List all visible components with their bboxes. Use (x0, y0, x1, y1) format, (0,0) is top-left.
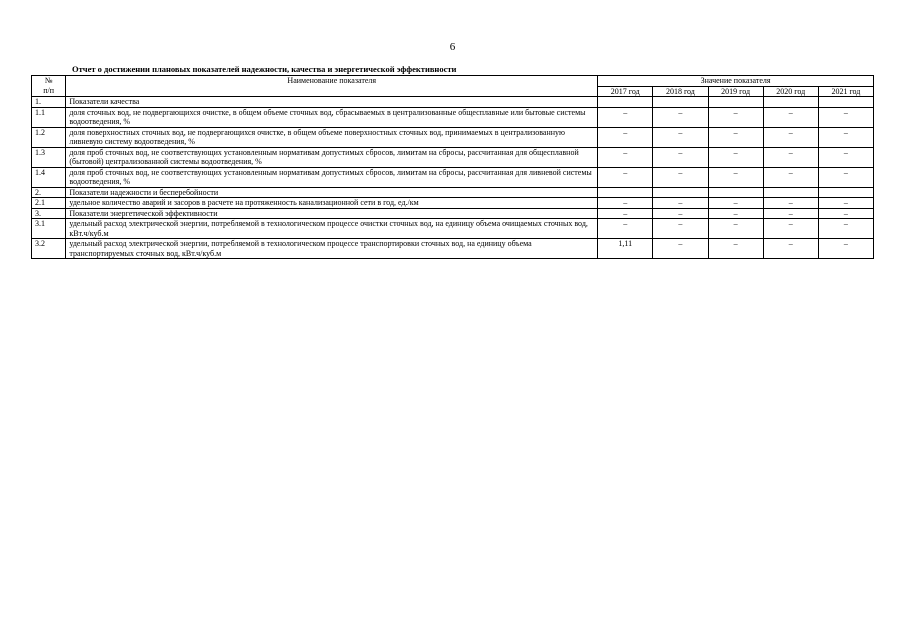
row-number: 3. (32, 208, 66, 219)
indicator-name: удельный расход электрической энергии, потребляемой в технологическом процессе очистки сточных вод, на единицу объема очищаемых сточных вод, кВт.ч/куб.м (66, 219, 598, 239)
header-number-line2: п/п (43, 85, 55, 95)
indicator-value: – (708, 127, 763, 147)
table-row (32, 147, 874, 167)
indicator-value: – (818, 208, 873, 219)
indicator-value: – (708, 219, 763, 239)
header-value-group: Значение показателя (598, 76, 874, 87)
indicator-value (763, 187, 818, 198)
indicator-value: – (598, 127, 653, 147)
indicator-value: – (653, 167, 708, 187)
indicator-value: – (763, 239, 818, 259)
indicator-value: 1,11 (598, 239, 653, 259)
indicator-name: доля сточных вод, не подвергающихся очистке, в общем объеме сточных вод, сбрасываемых в централизованные общесплавные или бытовые системы водоотведения, % (66, 107, 598, 127)
table-row (32, 97, 874, 108)
indicator-value: – (708, 208, 763, 219)
header-number (32, 76, 66, 97)
row-number: 1.3 (32, 147, 66, 167)
indicator-value: – (818, 219, 873, 239)
header-year: 2018 год (653, 86, 708, 97)
indicator-value (763, 97, 818, 108)
header-year: 2017 год (598, 86, 653, 97)
header-year: 2019 год (708, 86, 763, 97)
indicator-value (818, 97, 873, 108)
indicator-value: – (818, 167, 873, 187)
indicator-value: – (653, 239, 708, 259)
indicator-name: доля проб сточных вод, не соответствующих установленным нормативам допустимых сбросов, лимитам на сбросы, рассчитанная для ливневой системы водоотведения, % (66, 167, 598, 187)
indicator-name: доля поверхностных сточных вод, не подвергающихся очистке, в общем объеме поверхностных сточных вод, принимаемых в централизованную ливневую систему водоотведения, % (66, 127, 598, 147)
report-title: Отчет о достижении плановых показателей надежности, качества и энергетической эффективности (72, 64, 457, 74)
indicator-value: – (653, 219, 708, 239)
indicator-name: удельное количество аварий и засоров в расчете на протяженность канализационной сети в год, ед./км (66, 198, 598, 209)
header-year: 2021 год (818, 86, 873, 97)
header-indicator-name: Наименование показателя (66, 76, 598, 97)
indicator-value: – (598, 198, 653, 209)
indicator-name: удельный расход электрической энергии, потребляемой в технологическом процессе транспортировки сточных вод, на единицу объема транспортируемых сточных вод, кВт.ч/куб.м (66, 239, 598, 259)
indicator-value: – (653, 107, 708, 127)
indicator-value: – (708, 198, 763, 209)
indicator-value: – (653, 147, 708, 167)
indicator-value: – (818, 147, 873, 167)
table-row (32, 198, 874, 209)
indicator-name: Показатели надежности и бесперебойности (66, 187, 598, 198)
indicator-value: – (763, 107, 818, 127)
indicator-value: – (818, 107, 873, 127)
indicator-value (653, 97, 708, 108)
indicator-value: – (763, 219, 818, 239)
indicator-value: – (708, 167, 763, 187)
table-body (32, 97, 874, 259)
indicator-value: – (708, 107, 763, 127)
indicator-value (818, 187, 873, 198)
indicator-value: – (653, 127, 708, 147)
table-row (32, 187, 874, 198)
table-row (32, 208, 874, 219)
table-row (32, 127, 874, 147)
indicator-value (653, 187, 708, 198)
indicator-value: – (708, 147, 763, 167)
indicator-value: – (763, 198, 818, 209)
table-row (32, 107, 874, 127)
row-number: 2. (32, 187, 66, 198)
table-row (32, 239, 874, 259)
page-number: 6 (449, 41, 456, 53)
indicator-value: – (708, 239, 763, 259)
indicator-name: Показатели качества (66, 97, 598, 108)
row-number: 3.2 (32, 239, 66, 259)
indicator-value: – (598, 167, 653, 187)
indicator-value: – (598, 107, 653, 127)
table-header (32, 76, 874, 97)
indicator-value: – (763, 127, 818, 147)
indicators-table (31, 75, 874, 259)
indicator-value: – (763, 147, 818, 167)
header-number-line1: № (44, 76, 53, 85)
indicator-value: – (598, 219, 653, 239)
row-number: 3.1 (32, 219, 66, 239)
header-year: 2020 год (763, 86, 818, 97)
indicator-value: – (818, 239, 873, 259)
row-number: 1. (32, 97, 66, 108)
indicator-value: – (818, 198, 873, 209)
indicator-value: – (763, 167, 818, 187)
indicator-value: – (653, 198, 708, 209)
indicator-value: – (818, 127, 873, 147)
indicator-value (598, 97, 653, 108)
table-row (32, 167, 874, 187)
row-number: 2.1 (32, 198, 66, 209)
indicator-value (598, 187, 653, 198)
table-row (32, 219, 874, 239)
row-number: 1.1 (32, 107, 66, 127)
indicator-name: доля проб сточных вод, не соответствующих установленным нормативам допустимых сбросов, лимитам на сбросы, рассчитанная для общесплавной (бытовой) централизованной системы водоотведения, % (66, 147, 598, 167)
indicator-value: – (653, 208, 708, 219)
indicator-name: Показатели энергетической эффективности (66, 208, 598, 219)
row-number: 1.2 (32, 127, 66, 147)
row-number: 1.4 (32, 167, 66, 187)
indicator-value: – (598, 147, 653, 167)
indicator-value (708, 187, 763, 198)
indicator-value: – (598, 208, 653, 219)
indicator-value: – (763, 208, 818, 219)
indicator-value (708, 97, 763, 108)
